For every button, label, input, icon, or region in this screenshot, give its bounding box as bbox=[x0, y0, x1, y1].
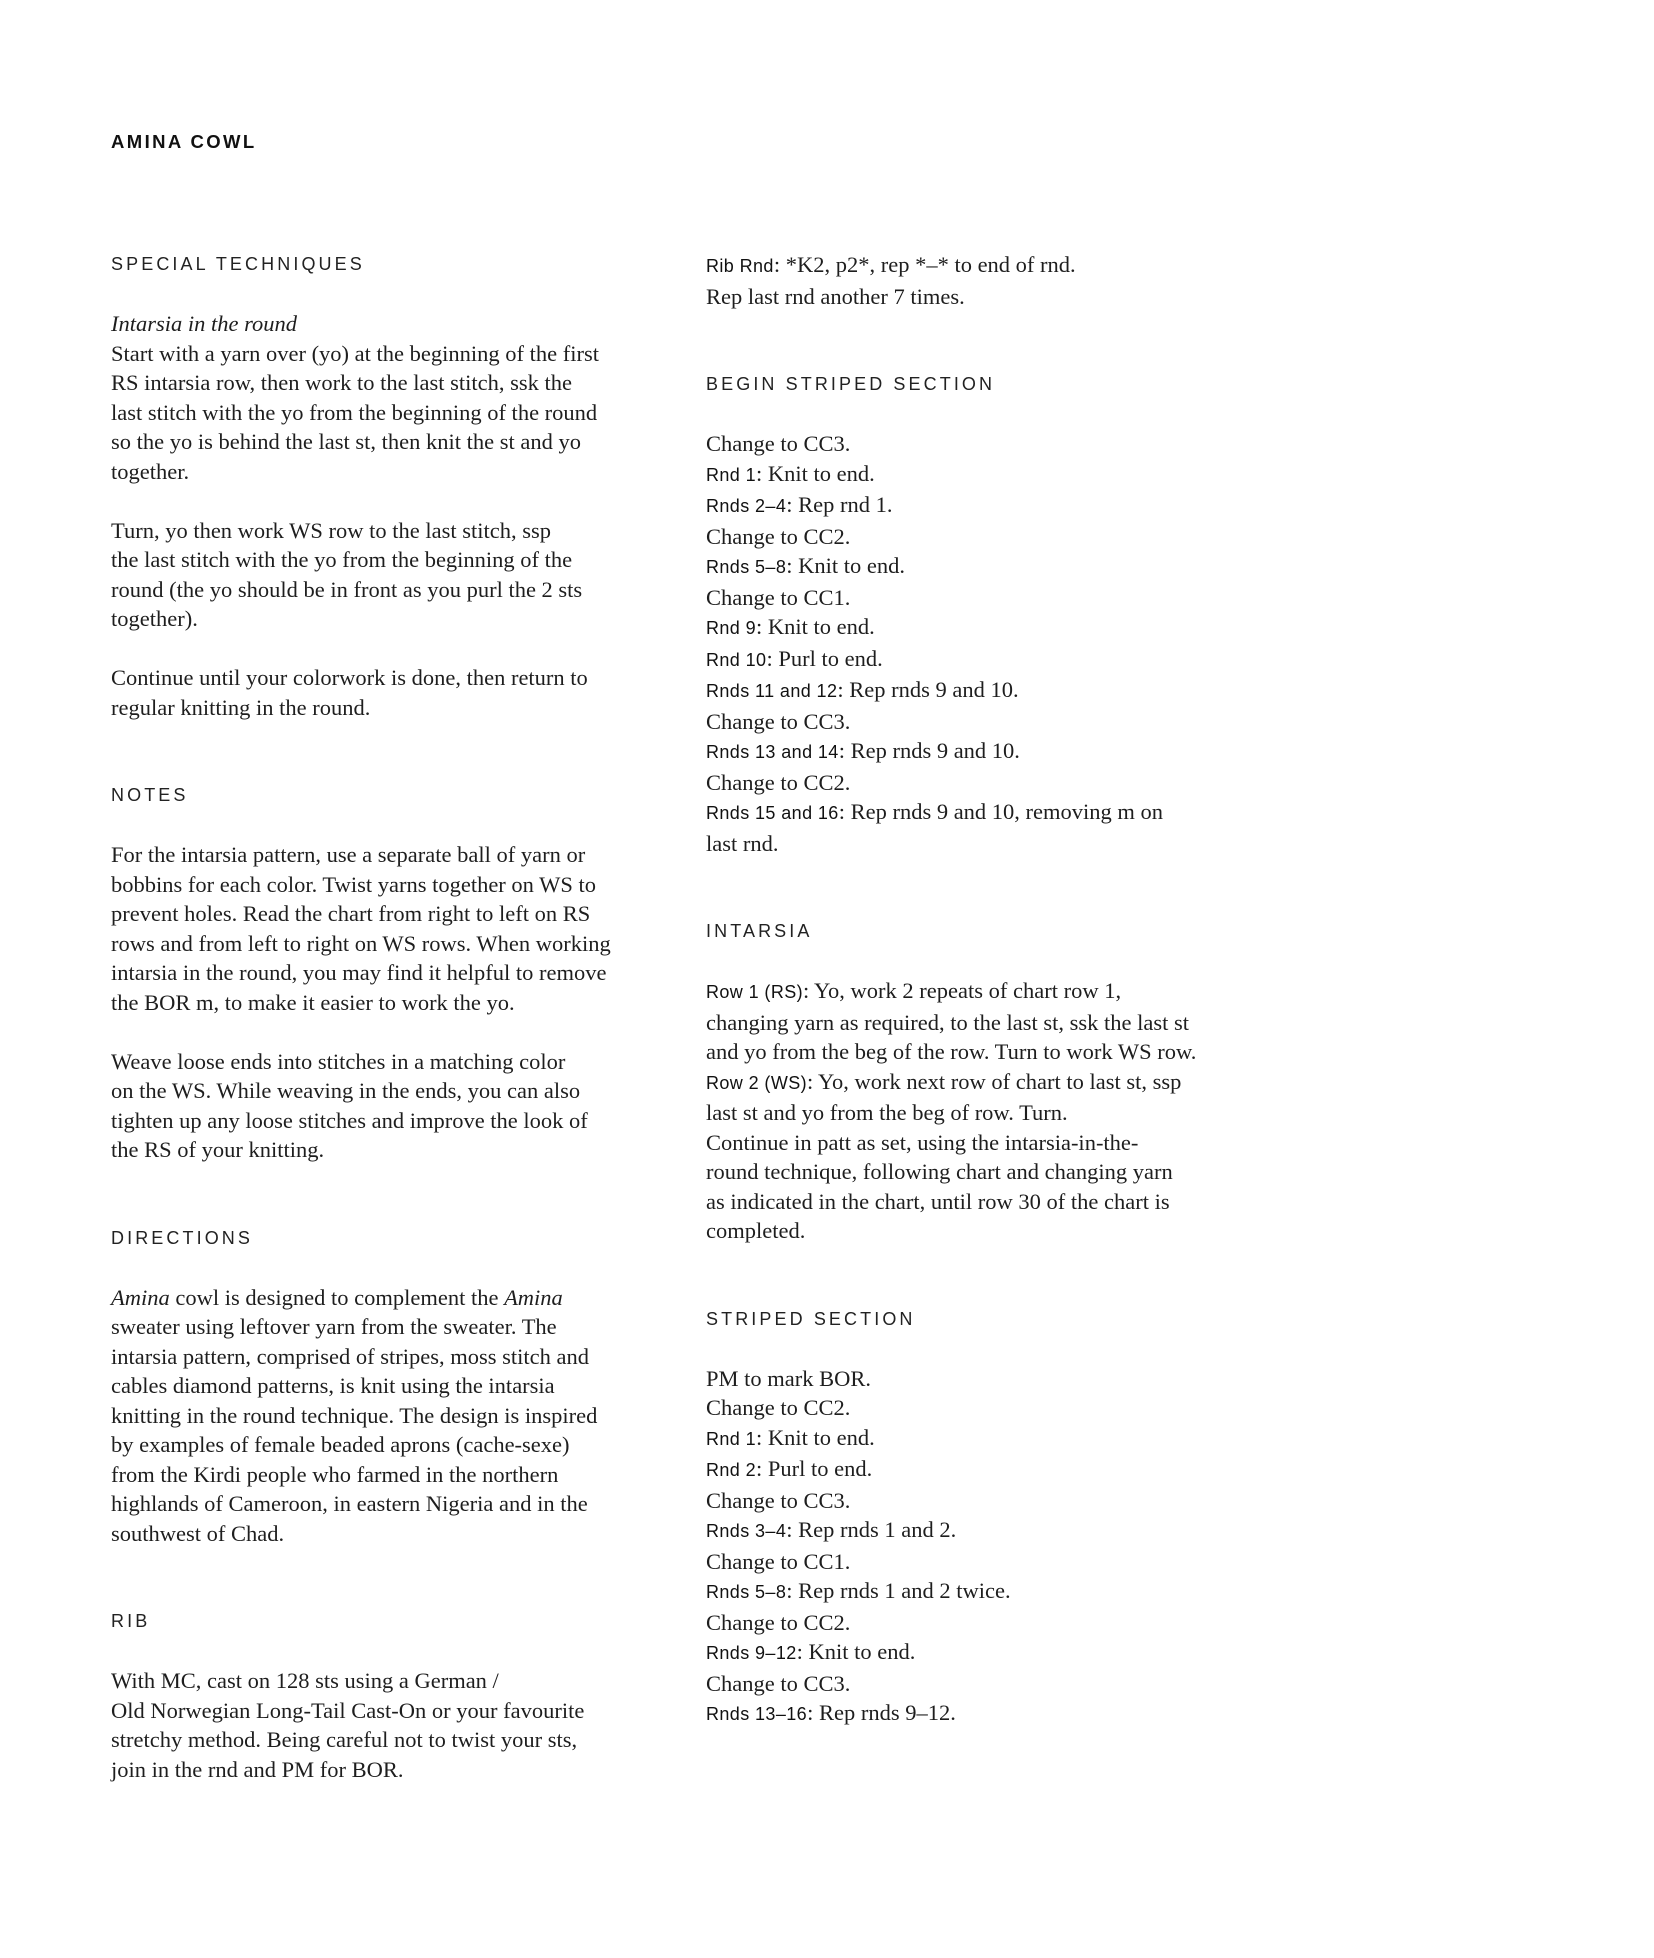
instruction-line bbox=[706, 1608, 1266, 1638]
section-heading: SPECIAL TECHNIQUES bbox=[111, 254, 365, 274]
instruction-text: Change to CC2. bbox=[706, 1609, 851, 1635]
instruction-text: : Rep rnd 1. bbox=[786, 492, 893, 517]
instruction-label: Rnds 5–8 bbox=[706, 557, 787, 577]
instruction-text: : Rep rnds 1 and 2. bbox=[786, 1517, 957, 1542]
instruction-line bbox=[706, 522, 1266, 552]
instruction-text: Change to CC1. bbox=[706, 584, 851, 610]
rib-rnd-section bbox=[706, 250, 1266, 311]
instruction-line bbox=[706, 1454, 1266, 1486]
instruction-line bbox=[706, 250, 1266, 282]
special-techniques-section bbox=[111, 250, 671, 722]
paragraph: For the intarsia pattern, use a separate ball of yarn or bobbins for each color. Twist yarns together on WS to prevent holes. Read the chart from right to left on RS rows and from left to right on WS rows. When working intarsia in the round, you may find it helpful to remove the BOR m, to make it easier to work the yo. bbox=[111, 842, 611, 1015]
paragraph: Continue until your colorwork is done, then return to regular knitting in the round. bbox=[111, 665, 588, 720]
instruction-label: Rnds 15 and 16 bbox=[706, 803, 839, 823]
section-heading: DIRECTIONS bbox=[111, 1227, 254, 1248]
instruction-line bbox=[706, 1393, 1266, 1423]
instruction-text: : Rep rnds 9 and 10. bbox=[837, 677, 1019, 702]
instruction-line bbox=[706, 675, 1266, 707]
left-column bbox=[111, 250, 671, 1784]
right-column bbox=[706, 250, 1266, 1730]
instruction-list bbox=[706, 1364, 1266, 1730]
section-heading: RIB bbox=[111, 1611, 151, 1631]
instruction-text: : Yo, work 2 repeats of chart row 1, changing yarn as required, to the last st, ssk the last st and yo from the beg of the row. Turn to work WS row. bbox=[706, 978, 1197, 1064]
paragraph: Turn, yo then work WS row to the last stitch, ssp the last stitch with the yo from the beginning of the round (the yo should be in front as you purl the 2 sts together). bbox=[111, 517, 583, 631]
instruction-label: Rnd 1 bbox=[706, 464, 757, 485]
instruction-text: : Knit to end. bbox=[756, 1424, 875, 1450]
paragraph bbox=[111, 1283, 671, 1549]
instruction-line bbox=[706, 459, 1266, 491]
instruction-label: Rnds 11 and 12 bbox=[706, 681, 838, 701]
instruction-text: Change to CC3. bbox=[706, 708, 851, 734]
section-heading: NOTES bbox=[111, 785, 189, 805]
notes-section bbox=[111, 781, 671, 1165]
intarsia-section bbox=[706, 917, 1266, 1246]
section-heading: INTARSIA bbox=[706, 921, 813, 941]
instruction-text: Rep last rnd another 7 times. bbox=[706, 283, 965, 309]
instruction-text: : Purl to end. bbox=[766, 645, 883, 671]
paragraph: Start with a yarn over (yo) at the beginning of the first RS intarsia row, then work to the last stitch, ssk the last stitch with the yo from the beginning of the round so the yo is behind the last st, then knit the st and yo together. bbox=[111, 340, 599, 484]
rib-section bbox=[111, 1607, 671, 1784]
instruction-line bbox=[706, 551, 1266, 583]
page-title: AMINA COWL bbox=[111, 131, 257, 152]
instruction-line bbox=[706, 736, 1266, 768]
begin-striped-section bbox=[706, 370, 1266, 858]
instruction-text: : Rep rnds 9 and 10. bbox=[838, 738, 1020, 763]
paragraph-text: sweater using leftover yarn from the sweater. The intarsia pattern, comprised of stripes, moss stitch and cables diamond patterns, is knit using the intarsia knitting in the round technique. The design is inspired by examples of female beaded aprons (cache-sexe) from the Kirdi people who farmed in the northern highlands of Cameroon, in eastern Nigeria and in the southwest of Chad. bbox=[111, 1314, 598, 1546]
instruction-line bbox=[706, 1669, 1266, 1699]
instruction-line bbox=[706, 282, 1266, 312]
instruction-label: Rnds 13 and 14 bbox=[706, 742, 839, 762]
instruction-line bbox=[706, 612, 1266, 644]
instruction-line bbox=[706, 1698, 1266, 1730]
instruction-text: Change to CC1. bbox=[706, 1548, 851, 1574]
instruction-text: : Knit to end. bbox=[756, 460, 875, 486]
instruction-line bbox=[706, 429, 1266, 459]
instruction-line bbox=[706, 1486, 1266, 1516]
instruction-label: Rnds 9–12 bbox=[706, 1643, 797, 1663]
paragraph-text: cowl is designed to complement the bbox=[169, 1284, 505, 1310]
instruction-line bbox=[706, 976, 1266, 1067]
instruction-line bbox=[706, 1423, 1266, 1455]
instruction-line bbox=[706, 768, 1266, 798]
instruction-line bbox=[706, 707, 1266, 737]
section-heading: STRIPED SECTION bbox=[706, 1308, 916, 1329]
instruction-line bbox=[706, 1067, 1266, 1128]
instruction-text: Change to CC2. bbox=[706, 523, 851, 549]
instruction-label: Rnds 2–4 bbox=[706, 496, 787, 516]
instruction-line bbox=[706, 1637, 1266, 1669]
instruction-label: Rnd 1 bbox=[706, 1428, 757, 1449]
instruction-list bbox=[706, 429, 1266, 858]
instruction-label: Rnd 9 bbox=[706, 618, 757, 638]
italic-text: Amina bbox=[111, 1284, 170, 1310]
instruction-line bbox=[706, 1128, 1266, 1246]
instruction-text: : Knit to end. bbox=[796, 1639, 916, 1664]
instruction-text: Change to CC2. bbox=[706, 1395, 851, 1420]
instruction-text: Change to CC3. bbox=[706, 1487, 851, 1513]
directions-section bbox=[111, 1224, 671, 1549]
instruction-label: Row 2 (WS) bbox=[706, 1072, 808, 1093]
instruction-label: Rnds 5–8 bbox=[706, 1582, 787, 1602]
instruction-text: : Knit to end. bbox=[786, 553, 906, 578]
instruction-text: PM to mark BOR. bbox=[706, 1365, 872, 1391]
subsection-title: Intarsia in the round bbox=[111, 311, 298, 336]
paragraph: Weave loose ends into stitches in a matching color on the WS. While weaving in the ends, you can also tighten up any loose stitches and improve the look of the RS of your knitting. bbox=[111, 1048, 588, 1162]
instruction-text: : Rep rnds 9–12. bbox=[807, 1700, 956, 1725]
instruction-text: : *K2, p2*, rep *–* to end of rnd. bbox=[773, 252, 1076, 277]
instruction-text: : Rep rnds 9 and 10, removing m on last rnd. bbox=[706, 799, 1164, 856]
instruction-text: : Knit to end. bbox=[756, 614, 875, 639]
instruction-line bbox=[706, 644, 1266, 676]
striped-section bbox=[706, 1305, 1266, 1730]
instruction-label: Rnd 2 bbox=[706, 1460, 757, 1480]
section-heading: BEGIN STRIPED SECTION bbox=[706, 374, 996, 394]
instruction-text: : Purl to end. bbox=[756, 1456, 873, 1481]
instruction-line bbox=[706, 583, 1266, 613]
instruction-text: : Rep rnds 1 and 2 twice. bbox=[786, 1578, 1011, 1603]
instruction-line bbox=[706, 1576, 1266, 1608]
instruction-text: Change to CC3. bbox=[706, 431, 851, 456]
instruction-text: Continue in patt as set, using the intarsia-in-the- round technique, following chart and changing yarn as indicated in the chart, until row 30 of the chart is completed. bbox=[706, 1129, 1173, 1243]
instruction-text: Change to CC2. bbox=[706, 769, 851, 795]
instruction-line bbox=[706, 1364, 1266, 1394]
instruction-label: Rib Rnd bbox=[706, 256, 774, 276]
instruction-label: Row 1 (RS) bbox=[706, 982, 804, 1002]
instruction-label: Rnd 10 bbox=[706, 649, 767, 670]
instruction-text: Change to CC3. bbox=[706, 1670, 851, 1696]
paragraph: With MC, cast on 128 sts using a German / Old Norwegian Long-Tail Cast-On or your favourite stretchy method. Being careful not to twist your sts, join in the rnd and PM for BOR. bbox=[111, 1668, 585, 1782]
italic-text: Amina bbox=[504, 1284, 563, 1310]
instruction-label: Rnds 3–4 bbox=[706, 1521, 787, 1541]
instruction-line bbox=[706, 797, 1266, 858]
instruction-text: : Yo, work next row of chart to last st, ssp last st and yo from the beg of row. Turn. bbox=[706, 1068, 1182, 1125]
instruction-line bbox=[706, 1547, 1266, 1577]
instruction-list bbox=[706, 976, 1266, 1246]
instruction-line bbox=[706, 1515, 1266, 1547]
instruction-label: Rnds 13–16 bbox=[706, 1704, 808, 1724]
instruction-list bbox=[706, 250, 1266, 311]
instruction-line bbox=[706, 490, 1266, 522]
